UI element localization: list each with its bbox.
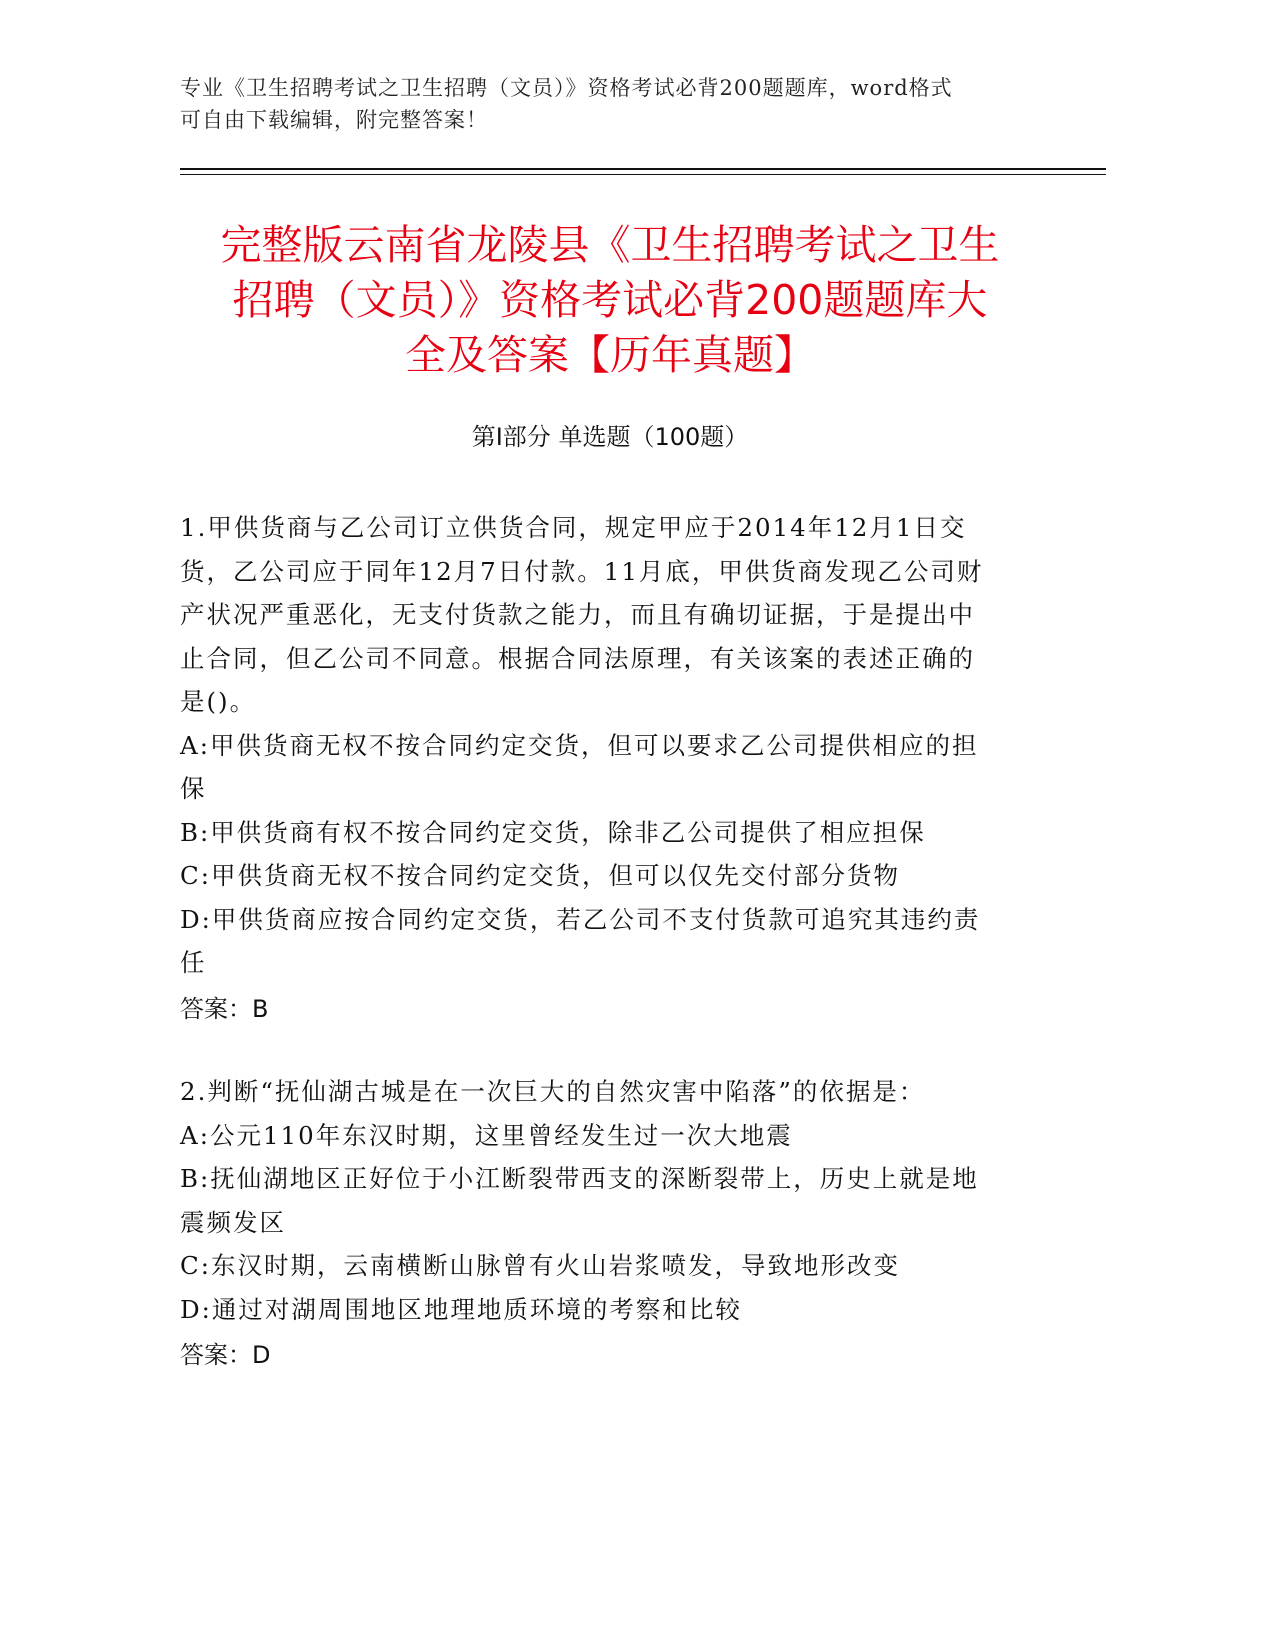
document-title [180, 218, 1040, 383]
option-b-line: 震频发区 [180, 1207, 286, 1237]
section-title: 第Ⅰ部分 单选题（100题） [471, 423, 749, 451]
option-c-line: C:东汉时期，云南横断山脉曾有火山岩浆喷发，导致地形改变 [180, 1251, 900, 1280]
option-d-line: D:甲供货商应按合同约定交货，若乙公司不支付货款可追究其违约责 [180, 904, 981, 934]
option-a-line: 保 [180, 774, 207, 803]
question-stem-line: 货，乙公司应于同年12月7日付款。11月底，甲供货商发现乙公司财 [180, 556, 984, 586]
option-b-line: B:甲供货商有权不按合同约定交货，除非乙公司提供了相应担保 [180, 817, 926, 847]
header-note-line: 专业《卫生招聘考试之卫生招聘（文员）》资格考试必背200题题库，word格式 [180, 76, 953, 100]
question-stem-line: 2.判断“抚仙湖古城是在一次巨大的自然灾害中陷落”的依据是： [180, 1077, 926, 1106]
option-b-line: B:抚仙湖地区正好位于小江断裂带西支的深断裂带上，历史上就是地 [180, 1164, 979, 1193]
option-d-line: D:通过对湖周围地区地理地质环境的考察和比较 [180, 1294, 742, 1324]
question-stem-line: 止合同，但乙公司不同意。根据合同法原理，有关该案的表述正确的 [180, 643, 975, 673]
header-divider-thick [180, 168, 1106, 170]
option-a-line: A:公元110年东汉时期，这里曾经发生过一次大地震 [180, 1120, 793, 1150]
option-a-line: A:甲供货商无权不按合同约定交货，但可以要求乙公司提供相应的担 [180, 730, 979, 760]
title-line: 招聘（文员）》资格考试必背200题题库大 [232, 276, 988, 324]
header-note [180, 72, 1040, 136]
question-stem-line: 1.甲供货商与乙公司订立供货合同，规定甲应于2014年12月1日交 [180, 513, 967, 542]
title-line: 全及答案【历年真题】 [405, 331, 815, 379]
option-c-line: C:甲供货商无权不按合同约定交货，但可以仅先交付部分货物 [180, 861, 900, 890]
answer-label: 答案：D [180, 1341, 271, 1369]
title-line: 完整版云南省龙陵县《卫生招聘考试之卫生 [220, 221, 1000, 269]
header-divider-thin [180, 174, 1106, 175]
answer-label: 答案：B [180, 994, 269, 1023]
option-d-line: 任 [180, 948, 207, 977]
question-1 [180, 506, 1040, 1031]
question-stem-line: 产状况严重恶化，无支付货款之能力，而且有确切证据，于是提出中 [180, 600, 975, 629]
question-2 [180, 1070, 1040, 1377]
question-stem-line: 是()。 [180, 687, 257, 716]
header-note-line: 可自由下载编辑，附完整答案！ [180, 108, 488, 132]
